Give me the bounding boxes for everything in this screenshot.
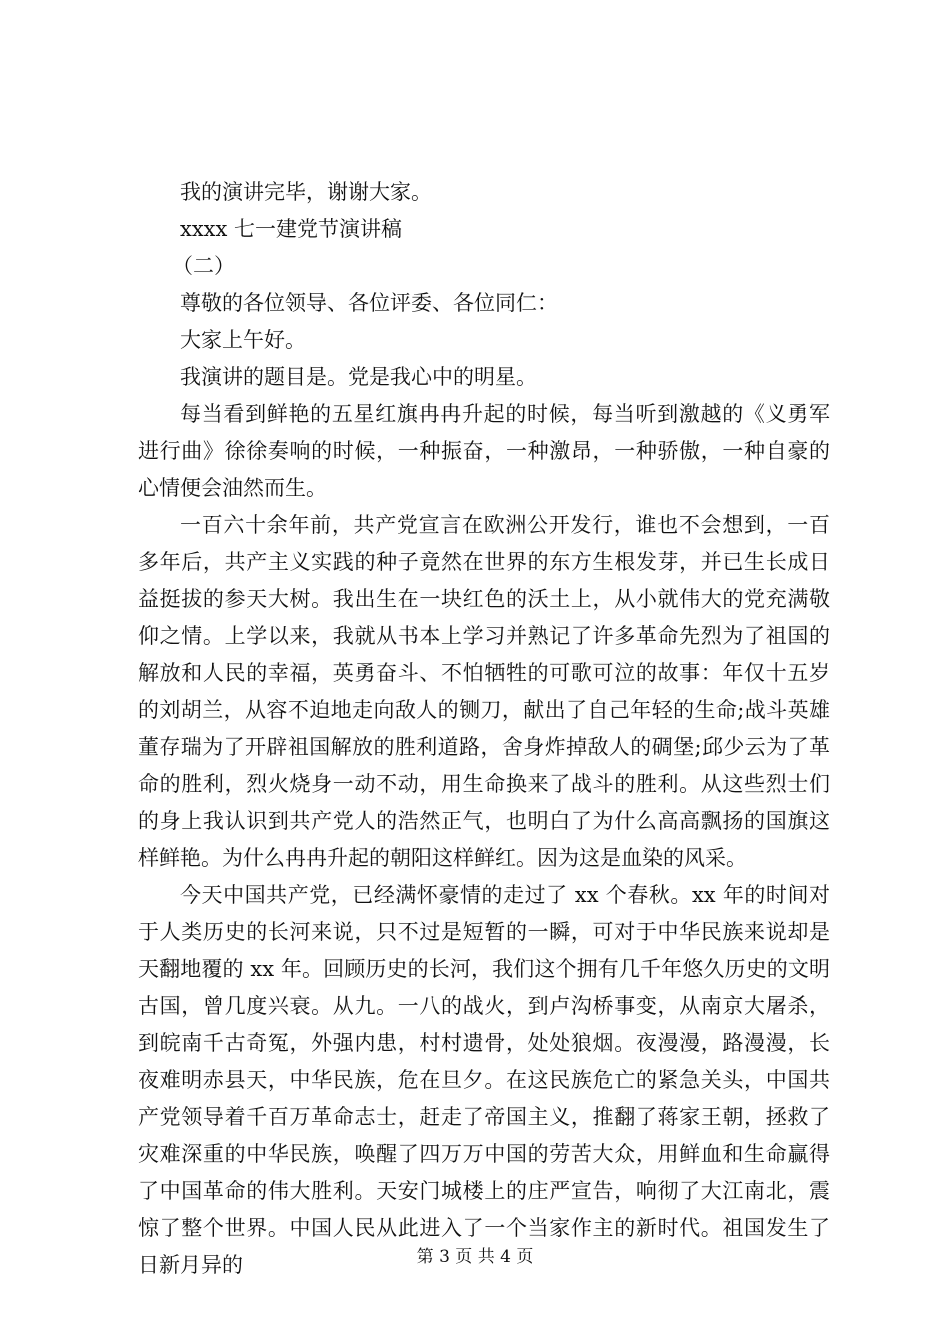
document-body: [138, 174, 830, 1284]
greeting: 大家上午好。: [180, 328, 306, 352]
paragraph-2: 一百六十余年前，共产党宣言在欧洲公开发行，谁也不会想到，一百多年后，共产主义实践的种子竟然在世界的东方生根发芽，并已生长成日益挺拔的参天大树。我出生在一块红色的沃土上，从小就伟大的党充满敬仰之情。上学以来，我就从书本上学习并熟记了许多革命先烈为了祖国的解放和人民的幸福，英勇奋斗、不怕牺牲的可歌可泣的故事：年仅十五岁的刘胡兰，从容不迫地走向敌人的铡刀，献出了自己年轻的生命;战斗英雄董存瑞为了开辟祖国解放的胜利道路，舍身炸掉敌人的碉堡;邱少云为了革命的胜利，烈火烧身一动不动，用生命换来了战斗的胜利。从这些烈士们的身上我认识到共产党人的浩然正气，也明白了为什么高高飘扬的国旗这样鲜艳。为什么冉冉升起的朝阳这样鲜红。因为这是血染的风采。: [138, 513, 830, 870]
page-footer: 第 3 页 共 4 页: [416, 1247, 534, 1267]
paragraph-1: 每当看到鲜艳的五星红旗冉冉升起的时候，每当听到激越的《义勇军进行曲》徐徐奏响的时候，一种振奋，一种激昂，一种骄傲，一种自豪的心情便会油然而生。: [138, 402, 830, 500]
speech-topic: 我演讲的题目是。党是我心中的明星。: [180, 365, 537, 389]
salutation: 尊敬的各位领导、各位评委、各位同仁：: [180, 291, 558, 315]
speech-title: xxxx 七一建党节演讲稿: [180, 217, 403, 241]
paragraph-3: 今天中国共产党，已经满怀豪情的走过了 xx 个春秋。xx 年的时间对于人类历史的长河来说，只不过是短暂的一瞬，可对于中华民族来说却是天翻地覆的 xx 年。回顾历史的长河，我们这个拥有几千年悠久历史的文明古国，曾几度兴衰。从九。一八的战火，到卢沟桥事变，从南京大屠杀，到皖南千古奇冤，外强内患，村村遗骨，处处狼烟。夜漫漫，路漫漫，长夜难明赤县天，中华民族，危在旦夕。在这民族危亡的紧急关头，中国共产党领导着千百万革命志士，赶走了帝国主义，推翻了蒋家王朝，拯救了灾难深重的中华民族，唤醒了四万万中国的劳苦大众，用鲜血和生命赢得了中国革命的伟大胜利。天安门城楼上的庄严宣告，响彻了大江南北，震惊了整个世界。中国人民从此进入了一个当家作主的新时代。祖国发生了日新月异的: [138, 883, 830, 1277]
section-number: （二）: [172, 254, 235, 278]
closing-line: 我的演讲完毕，谢谢大家。: [180, 180, 432, 204]
